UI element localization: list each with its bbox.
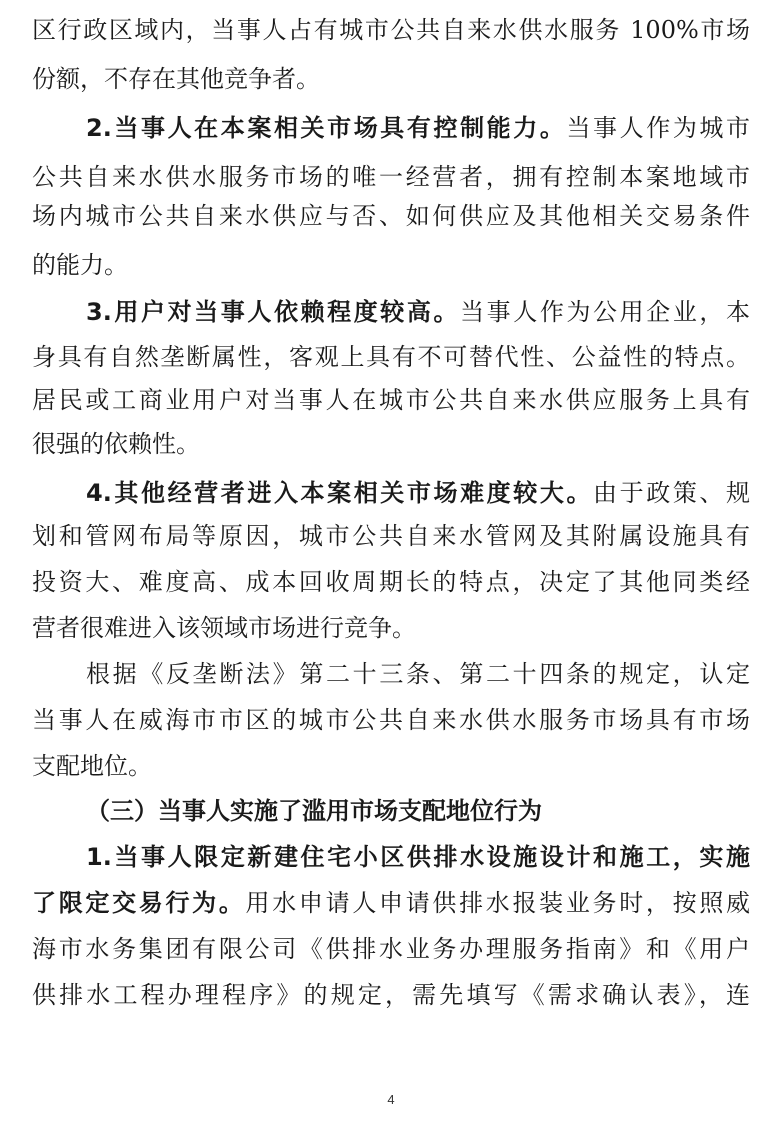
section-heading: （三）当事人实施了滥用市场支配地位行为 [86, 797, 542, 825]
body-text-line: 份额，不存在其他竞争者。 [32, 65, 320, 93]
body-text-line: 投资大、难度高、成本回收周期长的特点，决定了其他同类经 [32, 568, 750, 596]
body-text-line: 场内城市公共自来水供应与否、如何供应及其他相关交易条件 [32, 202, 750, 230]
body-text: 由于政策、规 [593, 479, 750, 507]
body-text-line: 海市水务集团有限公司《供排水业务办理服务指南》和《用户 [32, 935, 750, 963]
body-text: 用水申请人申请供排水报装业务时，按照威 [245, 889, 750, 917]
body-text-line: 划和管网布局等原因，城市公共自来水管网及其附属设施具有 [32, 522, 750, 550]
body-text-line: 根据《反垄断法》第二十三条、第二十四条的规定，认定 [86, 660, 750, 688]
body-text-line: 居民或工商业用户对当事人在城市公共自来水供应服务上具有 [32, 386, 750, 414]
body-text-line: 当事人在威海市市区的城市公共自来水供水服务市场具有市场 [32, 706, 750, 734]
paragraph-heading: 2.当事人在本案相关市场具有控制能力。 [86, 114, 567, 142]
paragraph-heading: 3.用户对当事人依赖程度较高。 [86, 298, 461, 326]
paragraph-lead-line [86, 473, 750, 513]
paragraph-heading-line: 1.当事人限定新建住宅小区供排水设施设计和施工，实施 [86, 843, 750, 871]
page-number: 4 [387, 1092, 395, 1107]
body-text: 当事人作为公用企业，本 [460, 298, 750, 326]
paragraph-heading: 4.其他经营者进入本案相关市场难度较大。 [86, 479, 594, 507]
paragraph-lead-line [32, 883, 750, 923]
paragraph-lead-line [86, 292, 750, 332]
paragraph-lead-line [86, 108, 750, 148]
body-text-line: 区行政区域内，当事人占有城市公共自来水供水服务 100%市场 [32, 16, 750, 44]
body-text-line: 公共自来水供水服务市场的唯一经营者，拥有控制本案地域市 [32, 163, 750, 191]
body-text-line: 很强的依赖性。 [32, 430, 200, 458]
body-text-line: 身具有自然垄断属性，客观上具有不可替代性、公益性的特点。 [32, 343, 750, 371]
body-text-line: 供排水工程办理程序》的规定，需先填写《需求确认表》，连 [32, 981, 750, 1009]
body-text-line: 营者很难进入该领域市场进行竞争。 [32, 614, 416, 642]
body-text-line: 的能力。 [32, 251, 128, 279]
paragraph-heading: 了限定交易行为。 [32, 889, 246, 917]
body-text: 当事人作为城市 [566, 114, 750, 142]
body-text-line: 支配地位。 [32, 752, 152, 780]
